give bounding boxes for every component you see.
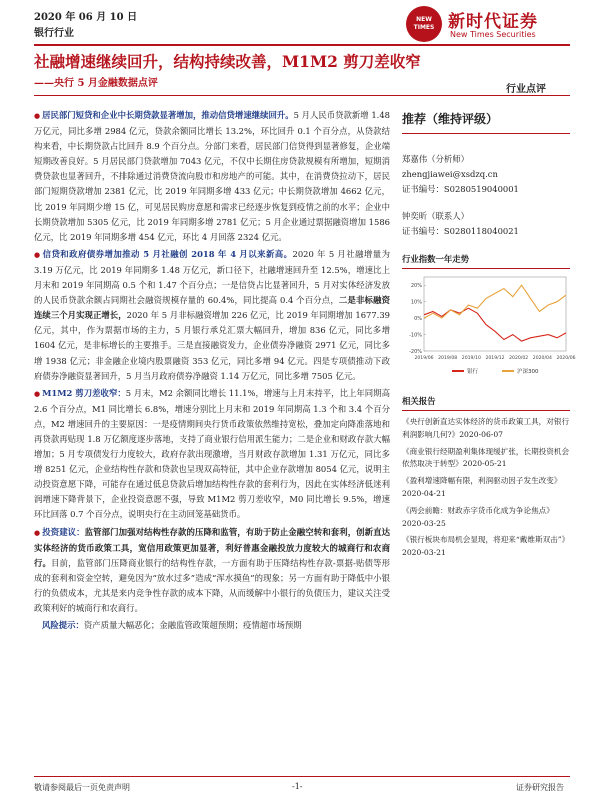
logo-mark: NEW TIMES [406,6,442,42]
paragraph-text: 目前，监管部门压降商业银行的结构性存款，一方面有助于压降结构性存款-票据-贴债等形成的套利和资金空转，避免因为“放水过多”造成“浑水摸鱼”的现象；另一方面有助于降低中小银行的负债成本，尤其是来内竞争性存款的成本下降，从而缓解中小银行的负债压力，建议关注受政策利好的城商行和农商行。 [34,557,390,613]
paragraph-risk [34,618,390,633]
x-tick-label: 2019/12 [485,356,505,361]
analyst-email[interactable]: zhengjiawei@xsdzq.cn [402,169,498,179]
analyst-block [402,152,570,239]
contact-name: 钟奕昕（联系人） [402,211,469,221]
bullet-icon: ● [34,250,41,259]
title-divider [34,95,570,96]
x-tick-label: 2019/10 [461,356,481,361]
bullet-icon: ● [34,112,41,120]
paragraph-social-financing [34,247,390,384]
paragraph-lead: 信贷和政府债券增加推动 5 月社融创 2018 年 4 月以来新高。 [42,248,293,259]
legend-label: 沪深300 [517,369,539,375]
legend-label: 银行 [467,369,479,375]
contact-cert: 证书编号：S0280118040021 [402,226,519,236]
related-report-item[interactable]: 《两会前瞻：财政赤字货币化成为争论焦点》2020-03-25 [402,505,554,528]
report-sector: 银行行业 [34,28,74,39]
paragraph-emphasis: 监管部门加强对结构性存款的压降和监管，有助于防止金融空转和套利，创新直达实体经济的货币政策工具，宽信用政策更加显著，利好普惠金融投放力度较大的城商行和农商行。 [34,526,391,568]
bullet-icon: ● [34,389,41,398]
company-logo [406,4,572,44]
rating-divider [402,133,570,134]
related-report-item[interactable]: 《银行板块布局机会显现，将迎来“戴维斯双击”》2020-03-21 [402,535,570,558]
paragraph-m1m2 [34,386,390,523]
report-subtitle: ——央行 5 月金融数据点评 [34,78,158,89]
footer-label: 证券研究报告 [516,783,564,792]
chart-title: 行业指数一年走势 [402,254,469,264]
logo-en-text: New Times Securities [450,30,536,39]
bullet-icon: ● [34,528,41,537]
paragraph-text: 5 月末，M2 余额同比增长 11.1%，增速与上月末持平，比上年同期高 2.6 个百分点，M1 同比增长 6.8%，增速分别比上月末和 2019 年同期高 1.3 个和 3.4 个百分点，M2 增速回升的主要原因：一是疫情期间央行货币政策依然维持宽松，叠加定向降准落地和再贷款再贴现 1.8 万亿额度逐步落地，支持了商业银行信用派生能力；二是企业和财政存款大幅增加；5 月专项债发行力度较大，政府存款出现激增，当月财政存款增加 1.31 万亿元，同比多增 8251 亿元，企业结构性存款和贷款也呈现双高特征，其中企业存款增加 8054 亿元，说明主动投资意愿下降，可能存在通过低息贷款后增加结构性存款的套利行为，因此在实体经济低迷利润增速下降背景下，企业投资意愿不强，导致 M1M2 剪刀差收窄，M0 同比增长 9.5%，增速环比回落 0.7 个百分点，说明央行在主动回笼基础货币。 [34,387,390,520]
related-divider [402,410,570,411]
related-report-item[interactable]: 《商业银行经期盈利集体现缓扩张，长期投资机会依然取决于转型》2020-05-21 [402,446,570,469]
page-number: -1- [292,782,303,791]
logo-cn-text: 新时代证券 [448,12,538,32]
analyst-name: 郑嘉伟（分析师） [402,154,469,164]
y-tick-label: 0% [414,316,422,323]
footer-divider [34,776,570,777]
sidebar [402,108,576,564]
paragraph-investment [34,525,390,617]
series-line-csi300 [424,285,566,318]
analyst-cert: 证书编号：S0280519040001 [402,184,519,194]
y-tick-label: -20% [409,349,422,355]
x-tick-label: 2020/02 [509,356,529,361]
x-tick-label: 2020/06 [556,356,576,361]
main-body [34,108,390,635]
related-reports-list [402,416,570,560]
related-reports-title: 相关报告 [402,396,436,406]
y-tick-label: 10% [410,299,422,306]
paragraph-loans [34,108,390,245]
related-report-item[interactable]: 《盈利增速降幅有限，利润驱动因子发生改变》2020-04-21 [402,476,562,498]
rating: 推荐（维持评级） [402,112,499,126]
paragraph-text: 5 月人民币贷款新增 1.48 万亿元，同比多增 2984 亿元，贷款余额同比增长 13.2%，环比回升 0.1 个百分点，从贷款结构来看，中长期贷款占比回升 8.9 个百分点。分部门来看，居民部门信贷得到显著修复，企业端短期改善良好。5 月居民部门贷款增加 7043 亿元，不仅中长期住房贷款规模有所增加，短期消费贷款也显著回升，不排除通过消费贷流向股市和房地产的可能。其中，在消费贷拉动下，居民部门短期贷款增加 2381 亿元，比 2019 年同期多增 433 亿元；中长期贷款增加 4662 亿元，比 2019 年同期少增 15 亿，可见居民购房意愿和需求已经逐步恢复到疫情之前的水平；企业中长期贷款增加 5305 亿元，比 2019 年同期多增 2781 亿元；5 月企业通过票据融资增加 1586 亿元，比 2019 年同期多增 454 亿元，环比 4 月回落 2324 亿元。 [34,110,391,242]
header-divider [34,44,570,46]
paragraph-lead: M1M2 剪刀差收窄： [42,387,126,398]
x-tick-label: 2019/06 [414,356,434,361]
risk-label: 风险提示： [42,620,84,631]
paragraph-text: 2020 年 5 月非标融资增加 226 亿元，比 2019 年同期增加 1677.39 亿元，其中，作为票据市场的主力，5 月银行承兑汇票大幅回升，增加 836 亿元，同比多增 1604 亿元，是非标增长的主要推手。三是直接融资发力，企业债券净融资 2971 亿元，同比多增 1938 亿元；非金融企业境内股票融资 353 亿元，同比多增 94 亿元。四是专项债推动下政府债券净融资显著回升，5 月当月政府债券净融资 1.14 万亿元，同比多增 7505 亿元。 [34,310,390,381]
related-report-item[interactable]: 《央行创新直达实体经济的货币政策工具，对银行利润影响几何?》2020-06-07 [402,417,570,439]
risk-text: 资产质量大幅恶化；金融监管政策超预期；疫情超市场预期 [83,620,302,631]
report-date: 2020 年 06 月 10 日 [34,12,138,23]
y-tick-label: -10% [409,332,422,339]
paragraph-lead: 投资建议： [42,526,85,537]
report-category: 行业点评 [506,84,546,95]
paragraph-emphasis: 二是非标融资连续三个月实现正增长， [34,295,390,321]
paragraph-lead: 居民部门短贷和企业中长期贷款显著增加，推动信贷增速继续回升。 [42,110,294,120]
x-tick-label: 2020/04 [532,356,552,361]
paragraph-text: 2020 年 5 月社融增量为 3.19 万亿元，比 2019 年同期多 1.48 万亿元，新口径下，社融增速回升至 12.5%，增速比上月末和 2019 年同期高 0.5 个和 1.47 个百分点；一是信贷占比显著回升，5 月对实体经济发放的人民币贷款余额占同期社会融资规模存量的 60.4%，同比提高 0.4 个百分点， [34,248,390,306]
y-tick-label: 20% [410,283,422,290]
report-title: 社融增速继续回升，结构持续改善，M1M2 剪刀差收窄 [34,52,421,71]
x-tick-label: 2019/08 [438,356,458,361]
series-line-bank [424,308,566,341]
index-trend-chart [402,271,576,381]
chart-divider [402,268,570,269]
footer-disclaimer: 敬请参阅最后一页免责声明 [34,783,130,792]
